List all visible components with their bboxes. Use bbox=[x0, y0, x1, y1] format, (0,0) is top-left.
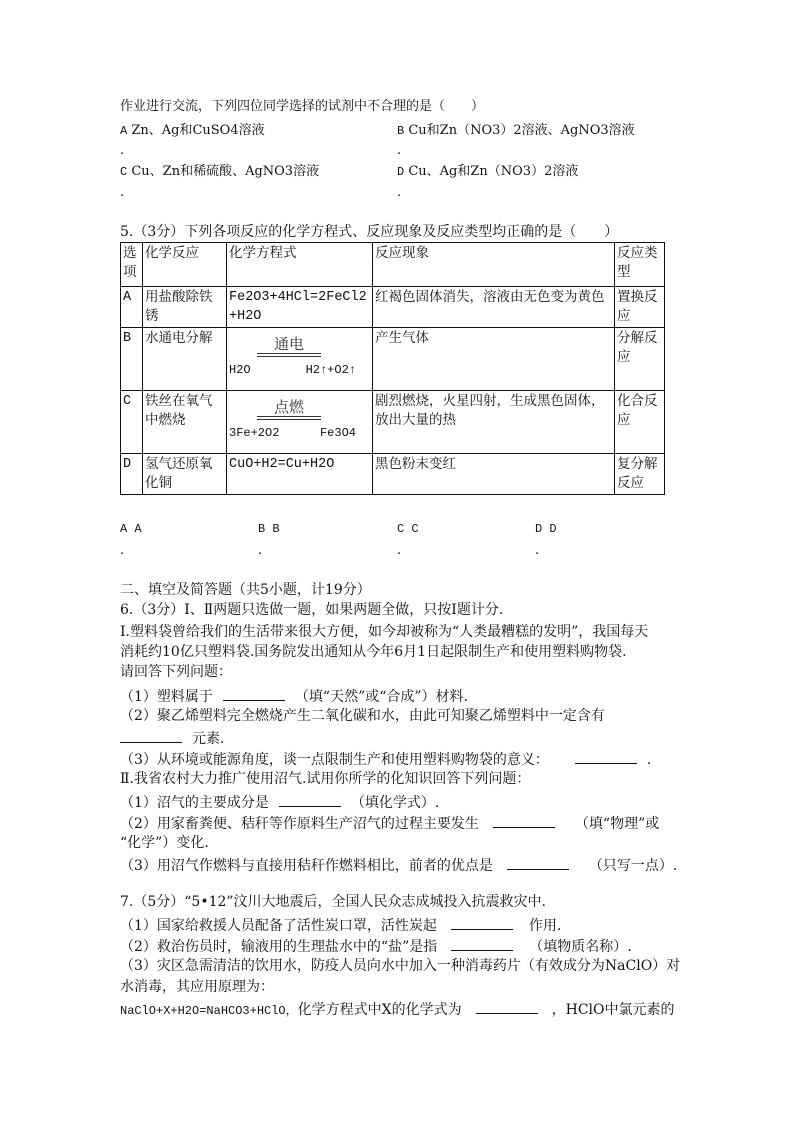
q7-q2: （2）救治伤员时，输液用的生理盐水中的“盐”是指 （填物质名称）. bbox=[120, 936, 632, 956]
q6-p2-q1: （1）沼气的主要成分是 （填化学式）. bbox=[120, 792, 439, 812]
q7-q3: （3）灾区急需清洁的饮用水，防疫人员向水中加入一种消毒药片（有效成分为NaClO）对 bbox=[120, 958, 681, 974]
row-type: 分解反应 bbox=[615, 328, 665, 391]
answer-blank[interactable] bbox=[223, 686, 285, 701]
answer-blank[interactable] bbox=[120, 728, 182, 743]
q6-p1-q3: （3）从环境或能源角度，谈一点限制生产和使用塑料购物袋的意义： . bbox=[120, 749, 651, 769]
row-option: C bbox=[121, 391, 143, 454]
q5-answer-a[interactable]: A A bbox=[120, 522, 142, 536]
row-type: 复分解反应 bbox=[615, 454, 665, 495]
row-reaction: 氢气还原氧化铜 bbox=[143, 454, 227, 495]
q5-answer-b[interactable]: B B bbox=[258, 522, 280, 536]
q5-answer-c[interactable]: C C bbox=[397, 522, 419, 536]
answer-blank[interactable] bbox=[493, 813, 555, 828]
row-option: D bbox=[121, 454, 143, 495]
row-phenomenon: 红褐色固体消失，溶液由无色变为黄色 bbox=[373, 287, 615, 328]
row-phenomenon: 黑色粉末变红 bbox=[373, 454, 615, 495]
section-heading: 二、填空及简答题（共5小题，计19分） bbox=[120, 582, 371, 598]
q6-intro-line: 请回答下列问题： bbox=[120, 664, 232, 680]
q6-intro-line: Ⅰ.塑料袋曾给我们的生活带来很大方便，如今却被称为“人类最糟糕的发明”，我国每天 bbox=[120, 624, 649, 640]
table-row bbox=[121, 391, 665, 454]
q4-option-c[interactable]: C Cu、Zn和稀硫酸、AgNO3溶液 bbox=[120, 164, 320, 179]
option-dot: . bbox=[397, 143, 402, 158]
q6-p1-q2: （2）聚乙烯塑料完全燃烧产生二氧化碳和水，由此可知聚乙烯塑料中一定含有 bbox=[120, 708, 605, 724]
header-option: 选项 bbox=[121, 243, 143, 287]
row-equation: 点燃 3Fe+2O2 Fe3O4 bbox=[227, 391, 373, 454]
q6-p2-q2-cont: “化学”）变化. bbox=[120, 835, 209, 851]
option-dot: . bbox=[258, 543, 263, 558]
q5-table bbox=[120, 242, 665, 495]
row-equation: CuO+H2=Cu+H2O bbox=[227, 454, 373, 495]
equals-arrow bbox=[257, 416, 321, 420]
row-equation: Fe2O3+4HCl=2FeCl2+H2O bbox=[227, 287, 373, 328]
row-option: B bbox=[121, 328, 143, 391]
q4-stem: 作业进行交流，下列四位同学选择的试剂中不合理的是（ ） bbox=[120, 99, 485, 114]
option-dot: . bbox=[397, 185, 402, 200]
header-type: 反应类型 bbox=[615, 243, 665, 287]
q4-option-a[interactable]: A Zn、Ag和CuSO4溶液 bbox=[120, 123, 265, 138]
row-type: 化合反应 bbox=[615, 391, 665, 454]
q5-stem: 5.（3分）下列各项反应的化学方程式、反应现象及反应类型均正确的是（ ） bbox=[120, 224, 619, 240]
row-option: A bbox=[121, 287, 143, 328]
row-phenomenon: 产生气体 bbox=[373, 328, 615, 391]
answer-blank[interactable] bbox=[279, 792, 341, 807]
option-dot: . bbox=[120, 143, 125, 158]
q5-answer-d[interactable]: D D bbox=[535, 522, 557, 536]
row-reaction: 铁丝在氧气中燃烧 bbox=[143, 391, 227, 454]
q7-q1: （1）国家给救援人员配备了活性炭口罩，活性炭起 作用. bbox=[120, 915, 561, 935]
row-type: 置换反应 bbox=[615, 287, 665, 328]
answer-blank[interactable] bbox=[451, 915, 513, 930]
q6-p2-q2: （2）用家畜粪便、秸秆等作原料生产沼气的过程主要发生 （填“物理”或 bbox=[120, 813, 659, 833]
q6-p2-q3: （3）用沼气作燃料与直接用秸秆作燃料相比，前者的优点是 （只写一点）. bbox=[120, 855, 677, 875]
header-reaction: 化学反应 bbox=[143, 243, 227, 287]
q7-q3-cont: 水消毒，其应用原理为： bbox=[120, 979, 274, 995]
option-dot: . bbox=[397, 543, 402, 558]
q6-part2-intro: Ⅱ.我省农村大力推广使用沼气.试用你所学的化知识回答下列问题： bbox=[120, 771, 531, 787]
q6-stem: 6.（3分）Ⅰ、Ⅱ两题只选做一题，如果两题全做，只按Ⅰ题计分. bbox=[120, 602, 504, 618]
table-row bbox=[121, 287, 665, 328]
table-row bbox=[121, 454, 665, 495]
row-equation: 通电 H2O H2↑+O2↑ bbox=[227, 328, 373, 391]
table-row bbox=[121, 328, 665, 391]
answer-blank[interactable] bbox=[575, 749, 637, 764]
q6-intro-line: 消耗约10亿只塑料袋.国务院发出通知从今年6月1日起限制生产和使用塑料购物袋. bbox=[120, 644, 627, 660]
answer-blank[interactable] bbox=[476, 999, 538, 1014]
table-header-row bbox=[121, 243, 665, 287]
reaction-condition: 通电 bbox=[257, 335, 321, 357]
row-reaction: 用盐酸除铁锈 bbox=[143, 287, 227, 328]
q7-stem: 7.（5分）“5•12”汶川大地震后，全国人民众志成城投入抗震救灾中. bbox=[120, 894, 547, 910]
answer-blank[interactable] bbox=[451, 936, 513, 951]
option-dot: . bbox=[120, 185, 125, 200]
row-phenomenon: 剧烈燃烧，火星四射，生成黑色固体，放出大量的热 bbox=[373, 391, 615, 454]
q4-option-d[interactable]: D Cu、Ag和Zn（NO3）2溶液 bbox=[397, 164, 579, 179]
q6-p1-q1: （1）塑料属于 （填“天然”或“合成”）材料. bbox=[120, 686, 468, 706]
q4-option-b[interactable]: B Cu和Zn（NO3）2溶液、AgNO3溶液 bbox=[397, 123, 635, 138]
option-dot: . bbox=[120, 543, 125, 558]
equals-arrow bbox=[257, 353, 321, 357]
q7-q3-equation-line: NaClO+X+H2O=NaHCO3+HClO，化学方程式中X的化学式为 ，HClO中氯元素的 bbox=[120, 999, 675, 1020]
q6-p1-q2-cont: 元素. bbox=[120, 728, 224, 748]
reaction-condition: 点燃 bbox=[257, 398, 321, 420]
answer-blank[interactable] bbox=[507, 855, 569, 870]
header-phenomenon: 反应现象 bbox=[373, 243, 615, 287]
option-dot: . bbox=[535, 543, 540, 558]
row-reaction: 水通电分解 bbox=[143, 328, 227, 391]
header-equation: 化学方程式 bbox=[227, 243, 373, 287]
